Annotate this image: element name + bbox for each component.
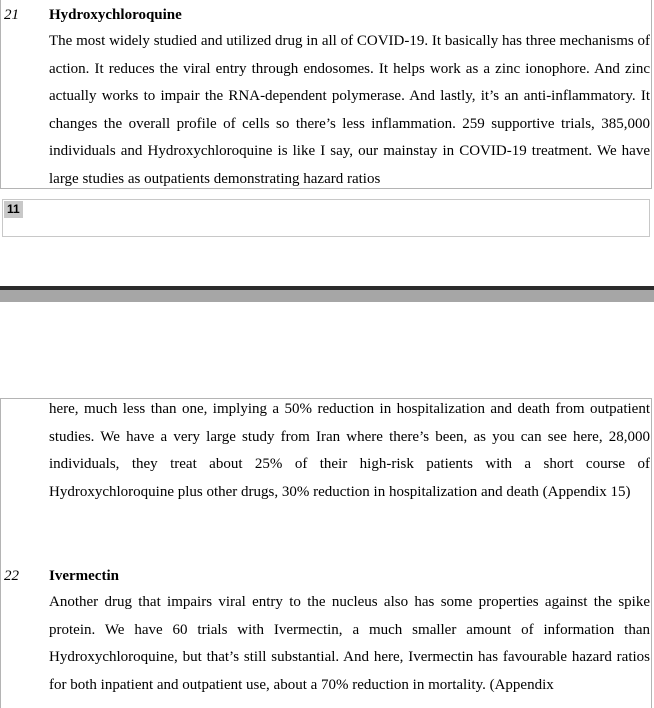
comment-box[interactable]	[2, 199, 650, 237]
continuation-paragraph: here, much less than one, implying a 50% reduction in hospitalization and death from outpatient studies. We have a very large study from Iran where there’s been, as you can see here, 28,000 individuals, they treat about 25% of their high-risk patients with a short course of Hydroxychloroquine plus other drugs, 30% reduction in hospitalization and death (Appendix 15)	[49, 401, 650, 500]
section-heading: Ivermectin	[49, 568, 119, 584]
page-break-gap	[0, 290, 654, 302]
comment-marker[interactable]: 11	[4, 201, 23, 218]
section-heading: Hydroxychloroquine	[49, 7, 182, 23]
section-paragraph: The most widely studied and utilized drug in all of COVID-19. It basically has three mechanisms of action. It reduces the viral entry through endosomes. It helps work as a zinc ionophore. And zinc actually works to impair the RNA-dependent polymerase. And lastly, it’s an anti-inflammatory. It changes the overall profile of cells so there’s less inflammation. 259 supportive trials, 385,000 individuals and Hydroxychloroquine is like I say, our mainstay in COVID-19 treatment. We have large studies as outpatients demonstrating hazard ratios	[49, 33, 650, 187]
section-paragraph: Another drug that impairs viral entry to the nucleus also has some properties against the spike protein. We have 60 trials with Ivermectin, a much smaller amount of information than Hydroxychloroquine, but that’s still substantial. And here, Ivermectin has favourable hazard ratios for both inpatient and outpatient use, about a 70% reduction in mortality. (Appendix	[49, 594, 650, 693]
section-number: 22	[4, 568, 19, 584]
section-number: 21	[4, 7, 19, 23]
